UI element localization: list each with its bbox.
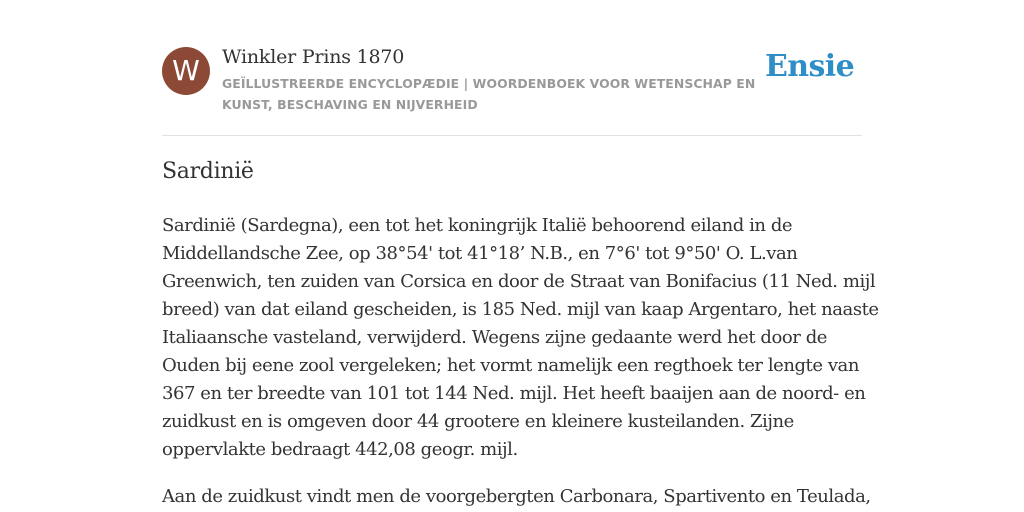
text-line: 367 en ter breedte van 101 tot 144 Ned. mijl. Het heeft baaijen aan de noord- en — [162, 383, 866, 404]
source-avatar[interactable]: W — [162, 47, 210, 95]
text-line: Ouden bij eene zool vergeleken; het vormt namelijk een regthoek ter lengte van — [162, 355, 859, 376]
text-line: Greenwich, ten zuiden van Corsica en door de Straat van Bonifacius (11 Ned. mijl — [162, 271, 876, 292]
text-line: Aan de zuidkust vindt men de voorgebergten Carbonara, Spartivento en Teulada, — [162, 486, 871, 507]
text-line: Sardinië (Sardegna), een tot het koningrijk Italië behoorend eiland in de — [162, 215, 793, 236]
article-body — [162, 212, 879, 512]
header-divider — [162, 135, 862, 136]
article-paragraph — [162, 483, 871, 511]
brand-logo[interactable]: Ensie — [765, 49, 855, 84]
article-paragraph — [162, 212, 879, 464]
text-line: Middellandsche Zee, op 38°54' tot 41°18’ N.B., en 7°6' tot 9°50' O. L.van — [162, 243, 798, 264]
text-line: zuidkust en is omgeven door 44 grootere en kleinere kusteilanden. Zijne — [162, 411, 794, 432]
article-title: Sardinië — [162, 159, 254, 184]
source-title[interactable]: Winkler Prins 1870 — [222, 46, 405, 68]
source-header — [162, 42, 862, 136]
source-subtitle: GEÏLLUSTREERDE ENCYCLOPÆDIE | WOORDENBOEK VOOR WETENSCHAP EN KUNST, BESCHAVING EN NIJVERHEID — [222, 76, 756, 112]
text-line: Italiaansche vasteland, verwijderd. Wegens zijne gedaante werd het door de — [162, 327, 827, 348]
text-line: oppervlakte bedraagt 442,08 geogr. mijl. — [162, 439, 518, 460]
text-line: breed) van dat eiland gescheiden, is 185 Ned. mijl van kaap Argentaro, het naaste — [162, 299, 879, 320]
